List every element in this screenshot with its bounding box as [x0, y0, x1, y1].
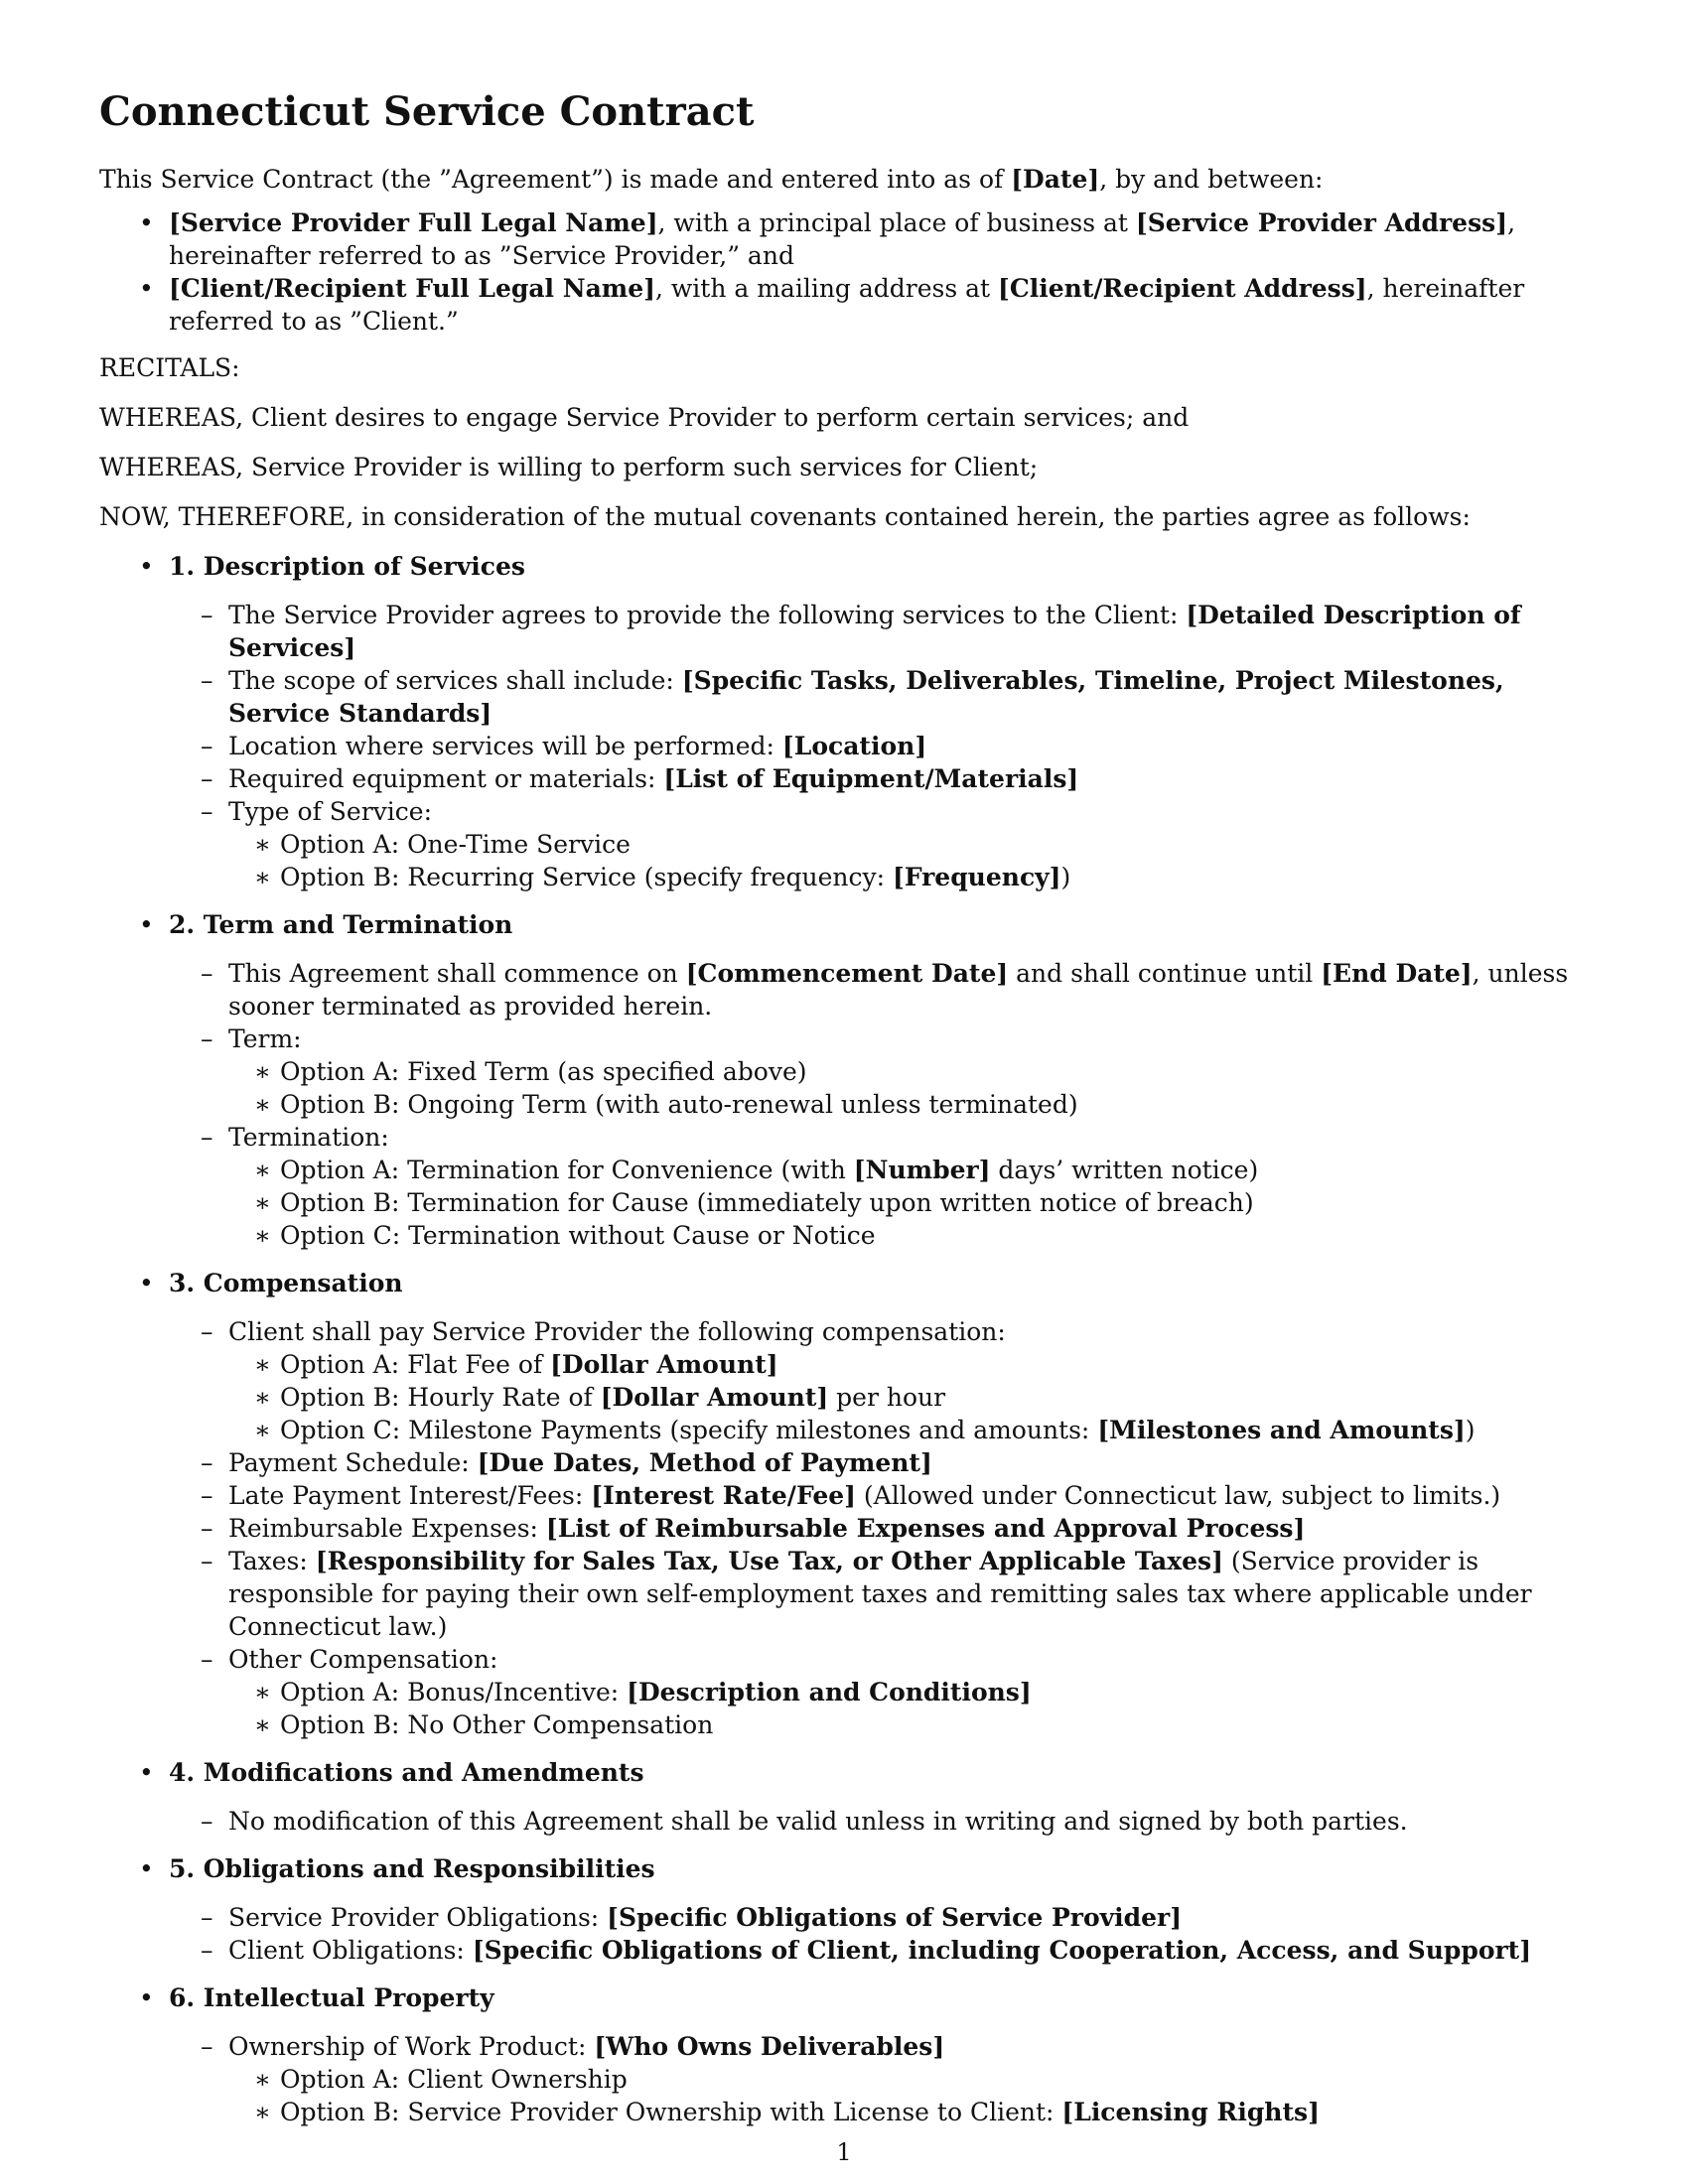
- section-obligations-and-responsibilities: [99, 1852, 1589, 1967]
- placeholder: [Frequency]: [892, 863, 1061, 891]
- section-title: • 2. Term and Termination: [169, 910, 513, 939]
- list-item: [169, 1643, 1589, 1741]
- placeholder: [List of Equipment/Materials]: [663, 764, 1079, 793]
- item-text: Client Obligations:: [228, 1936, 473, 1965]
- item-text: The scope of services shall include:: [228, 666, 682, 695]
- list-item: [169, 1934, 1589, 1967]
- list-item: [169, 1121, 1589, 1252]
- placeholder: [Licensing Rights]: [1061, 2098, 1320, 2126]
- placeholder: [Commencement Date]: [685, 959, 1009, 988]
- option-list: [228, 1676, 1589, 1741]
- whereas-clause-1: WHEREAS, Client desires to engage Service Provider to perform certain services; and: [99, 403, 1190, 432]
- item-text: Reimbursable Expenses:: [228, 1514, 546, 1543]
- item-text: This Agreement shall commence on: [228, 959, 686, 988]
- option-text: Option C: Milestone Payments (specify milestones and amounts:: [280, 1416, 1098, 1444]
- document-page: [99, 87, 1589, 2143]
- item-text: Service Provider Obligations:: [228, 1903, 608, 1932]
- option-item: [228, 2096, 1589, 2128]
- item-text: (Service provider is responsible for paying their own self-employment taxes and remitting sales tax where applicable under Connecticut law.): [228, 1547, 1532, 1641]
- option-item: [228, 861, 1589, 893]
- option-text: Option A: Termination for Convenience (with: [280, 1156, 854, 1184]
- option-text: ): [1465, 1416, 1476, 1444]
- item-text: Type of Service:: [228, 797, 433, 826]
- option-item: ∗ Option B: Ongoing Term (with auto-renewal unless terminated): [228, 1088, 1589, 1121]
- placeholder: [Detailed Description of Services]: [228, 601, 1521, 662]
- list-item: [169, 599, 1589, 664]
- option-item: [228, 1154, 1589, 1186]
- section-items: [169, 1901, 1589, 1967]
- section-term-and-termination: [99, 908, 1589, 1252]
- section-title: • 3. Compensation: [169, 1269, 403, 1297]
- option-text: ): [1060, 863, 1071, 891]
- option-list: [228, 2063, 1589, 2128]
- party-address: [Client/Recipient Address]: [998, 274, 1367, 303]
- placeholder: [Specific Obligations of Client, including Cooperation, Access, and Support]: [472, 1936, 1532, 1965]
- party-client: [99, 272, 1589, 338]
- item-text: Termination:: [228, 1123, 389, 1152]
- placeholder: [Description and Conditions]: [627, 1678, 1032, 1706]
- item-text: The Service Provider agrees to provide the following services to the Client:: [228, 601, 1187, 629]
- section-description-of-services: [99, 550, 1589, 893]
- placeholder: [Specific Tasks, Deliverables, Timeline, Project Milestones, Service Standards]: [228, 666, 1504, 728]
- item-text: Ownership of Work Product:: [228, 2032, 595, 2061]
- placeholder: [Dollar Amount]: [600, 1383, 829, 1412]
- list-item: [169, 762, 1589, 795]
- item-text: Client shall pay Service Provider the following compensation:: [228, 1317, 1006, 1346]
- list-item: – No modification of this Agreement shall be valid unless in writing and signed by both parties.: [169, 1805, 1589, 1838]
- placeholder: [End Date]: [1321, 959, 1473, 988]
- option-item: ∗ Option B: Termination for Cause (immediately upon written notice of breach): [228, 1186, 1589, 1219]
- placeholder: [Due Dates, Method of Payment]: [477, 1448, 932, 1477]
- section-title: • 5. Obligations and Responsibilities: [169, 1854, 655, 1883]
- section-title: • 1. Description of Services: [169, 552, 525, 581]
- option-list: [228, 1154, 1589, 1252]
- parties-list: [99, 206, 1589, 338]
- section-items: [169, 957, 1589, 1252]
- placeholder: [Location]: [781, 732, 927, 760]
- section-title: • 6. Intellectual Property: [169, 1983, 494, 2012]
- option-item: ∗ Option A: One-Time Service: [228, 828, 1589, 861]
- page-number: 1: [836, 2138, 852, 2166]
- placeholder: [Specific Obligations of Service Provider]: [607, 1903, 1183, 1932]
- item-text: Location where services will be performed:: [228, 732, 782, 760]
- list-item: [169, 664, 1589, 730]
- option-item: [228, 1348, 1589, 1381]
- party-name: [Client/Recipient Full Legal Name]: [169, 274, 655, 303]
- list-item: [169, 730, 1589, 762]
- placeholder: [Dollar Amount]: [550, 1350, 778, 1379]
- party-text: , hereinafter referred to as ”Client.”: [169, 274, 1525, 336]
- party-text: , hereinafter referred to as ”Service Provider,” and: [169, 208, 1516, 270]
- option-list: [228, 1055, 1589, 1121]
- option-item: [228, 1381, 1589, 1414]
- option-item: ∗ Option A: Fixed Term (as specified above): [228, 1055, 1589, 1088]
- option-text: Option B: Service Provider Ownership with License to Client:: [280, 2098, 1062, 2126]
- placeholder: [Milestones and Amounts]: [1097, 1416, 1466, 1444]
- party-name: [Service Provider Full Legal Name]: [169, 208, 658, 237]
- item-text: Term:: [228, 1024, 302, 1053]
- date-placeholder: [Date]: [1011, 165, 1100, 194]
- list-item: [169, 1545, 1589, 1643]
- list-item: [169, 957, 1589, 1023]
- list-item: [169, 1479, 1589, 1512]
- list-item: [169, 1512, 1589, 1545]
- item-text: Other Compensation:: [228, 1645, 498, 1674]
- party-address: [Service Provider Address]: [1135, 208, 1508, 237]
- option-item: [228, 1676, 1589, 1708]
- recitals-label: RECITALS:: [99, 353, 240, 382]
- list-item: [169, 795, 1589, 893]
- intro-text-end: , by and between:: [1099, 165, 1324, 194]
- list-item: [169, 1446, 1589, 1479]
- option-item: ∗ Option B: No Other Compensation: [228, 1708, 1589, 1741]
- item-text: Required equipment or materials:: [228, 764, 664, 793]
- party-text: , with a principal place of business at: [657, 208, 1136, 237]
- option-text: Option B: Hourly Rate of: [280, 1383, 601, 1412]
- option-text: Option A: Flat Fee of: [280, 1350, 551, 1379]
- placeholder: [Interest Rate/Fee]: [591, 1481, 856, 1510]
- section-intellectual-property: [99, 1981, 1589, 2128]
- item-text: and shall continue until: [1008, 959, 1322, 988]
- section-items: [169, 599, 1589, 893]
- placeholder: [Number]: [853, 1156, 991, 1184]
- option-text: Option B: Recurring Service (specify frequency:: [280, 863, 893, 891]
- page-title: Connecticut Service Contract: [99, 88, 755, 135]
- section-items: [169, 1805, 1589, 1838]
- section-compensation: [99, 1267, 1589, 1741]
- list-item: [169, 2030, 1589, 2128]
- whereas-clause-2: WHEREAS, Service Provider is willing to perform such services for Client;: [99, 453, 1039, 481]
- section-title: • 4. Modifications and Amendments: [169, 1758, 644, 1787]
- sections-list: [99, 550, 1589, 2128]
- section-items: [169, 1315, 1589, 1741]
- option-text: Option A: Bonus/Incentive:: [280, 1678, 628, 1706]
- option-item: ∗ Option A: Client Ownership: [228, 2063, 1589, 2096]
- list-item: [169, 1901, 1589, 1934]
- list-item: [169, 1315, 1589, 1446]
- option-list: [228, 1348, 1589, 1446]
- section-items: [169, 2030, 1589, 2128]
- option-item: ∗ Option C: Termination without Cause or Notice: [228, 1219, 1589, 1252]
- item-text: (Allowed under Connecticut law, subject to limits.): [855, 1481, 1501, 1510]
- section-modifications-and-amendments: [99, 1756, 1589, 1838]
- party-text: , with a mailing address at: [654, 274, 999, 303]
- party-service-provider: [99, 206, 1589, 272]
- item-text: , unless sooner terminated as provided herein.: [228, 959, 1569, 1021]
- item-text: Late Payment Interest/Fees:: [228, 1481, 592, 1510]
- intro-paragraph: [99, 163, 1589, 196]
- placeholder: [Who Owns Deliverables]: [594, 2032, 945, 2061]
- option-list: [228, 828, 1589, 893]
- list-item: [169, 1023, 1589, 1121]
- placeholder: [List of Reimbursable Expenses and Approval Process]: [545, 1514, 1306, 1543]
- option-item: [228, 1414, 1589, 1446]
- item-text: Taxes:: [228, 1547, 316, 1575]
- option-text: per hour: [828, 1383, 946, 1412]
- now-therefore-clause: NOW, THEREFORE, in consideration of the mutual covenants contained herein, the parties agree as follows:: [99, 502, 1471, 531]
- intro-text: This Service Contract (the ”Agreement”) is made and entered into as of: [99, 165, 1012, 194]
- item-text: Payment Schedule:: [228, 1448, 478, 1477]
- placeholder: [Responsibility for Sales Tax, Use Tax, or Other Applicable Taxes]: [315, 1547, 1223, 1575]
- option-text: days’ written notice): [990, 1156, 1259, 1184]
